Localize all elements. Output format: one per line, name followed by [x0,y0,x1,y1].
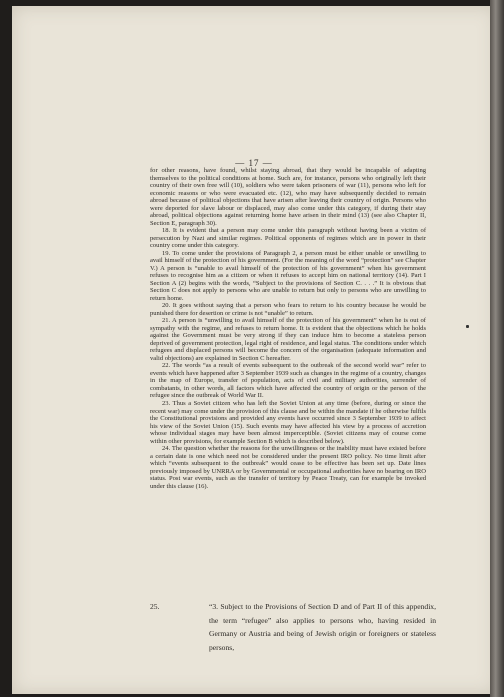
paragraph-21: 21. A person is “unwilling to avail himself of the protection of his government” when he is out of sympathy with the regime, and refuses to return home. It is evident that the objections which he holds against the Government must be very strong if they can induce him to become a stateless person deprived of government protection, legal right of residence, and legal status. The conditions under which refugees and displaced persons will become the concern of the organisation (adequate information and valid objections) are explained in Section C hereafter. [150,317,426,362]
paragraph-24: 24. The question whether the reasons for the unwillingness or the inability must have existed before a certain date is one which need not be considered under the present IRO policy. No time limit after which “events subsequent to the outbreak” would cease to be effective has been set up. Date lines previously imposed by UNRRA or by Governmental or occupational authorities have no bearing on IRO status. Post war events, such as the transfer of territory by Peace Treaty, can for example be invoked under this clause (16). [150,445,426,490]
paragraph-20: 20. It goes without saying that a person who fears to return to his country because he would be punished there for desertion or crime is not “unable” to return. [150,302,426,317]
paragraph-23: 23. Thus a Soviet citizen who has left the Soviet Union at any time (before, during or since the recent war) may come under the provision of this clause and be within the mandate if he otherwise fulfils the Constitutional provisions and provided any events have occurred since 3 September 1939 to affect his view of the Soviet Union (15). Such events may have affected his view by a process of accretion whose individual stages may have been almost imperceptible. (Soviet citizens may of course come within other provisions, for example Section B which is described below). [150,399,426,445]
body-text [150,167,426,490]
paragraph-17-continued: for other reasons, have found, whilst staying abroad, that they would be incapable of adapting themselves to the political conditions at home. Such are, for instance, persons who originally left their country of their own free will (10), soldiers who were taken prisoners of war (11), persons who left for economic reasons or who were evacuated etc. (12), who may have subsequently decided to remain abroad because of political objections that have arisen after leaving their country of origin. Persons who were deported for slave labour or displaced, may also come under this category, if during their stay abroad, political objections against returning home have arisen in their mind (13) (see also Chapter II, Section E, paragraph 30). [150,167,426,227]
page-number: — 17 — [235,158,273,168]
paragraph-25-number: 25. [150,602,160,611]
paragraph-18: 18. It is evident that a person may come under this paragraph without having been a victim of persecution by Nazi and similar regimes. Political opponents of regimes which are in power in their country come under this category. [150,227,426,250]
quoted-text: “3. Subject to the Provisions of Section D and of Part II of this appendix, the term “refugee” also applies to persons who, having resided in Germany or Austria and being of Jewish origin or foreigners or stateless persons, [209,602,436,652]
page-edge [490,0,504,697]
paragraph-22: 22. The words “as a result of events subsequent to the outbreak of the second world war” refer to events which have happened after 3 September 1939 such as changes in the regime of a country, changes in the map of Europe, transfer of population, acts of civil and military authorities, surrender of combatants, in other words, all factors which have affected the country of origin or the person of the refugee since the outbreak of World War II. [150,362,426,400]
paragraph-19: 19. To come under the provisions of Paragraph 2, a person must be either unable or unwilling to avail himself of the protection of his government. (For the meaning of the word “protection” see Chapter V.) A person is “unable to avail himself of the protection of his government” when his government refuses to recognise him as a citizen or when it refuses to accept him on national territory (14). Part I Section A (2) begins with the words, “Subject to the provisions of Section C. . . .” It is obvious that Section C does not apply to persons who are unable to return but only to persons who are unwilling to return home. [150,249,426,302]
margin-mark [466,325,469,328]
